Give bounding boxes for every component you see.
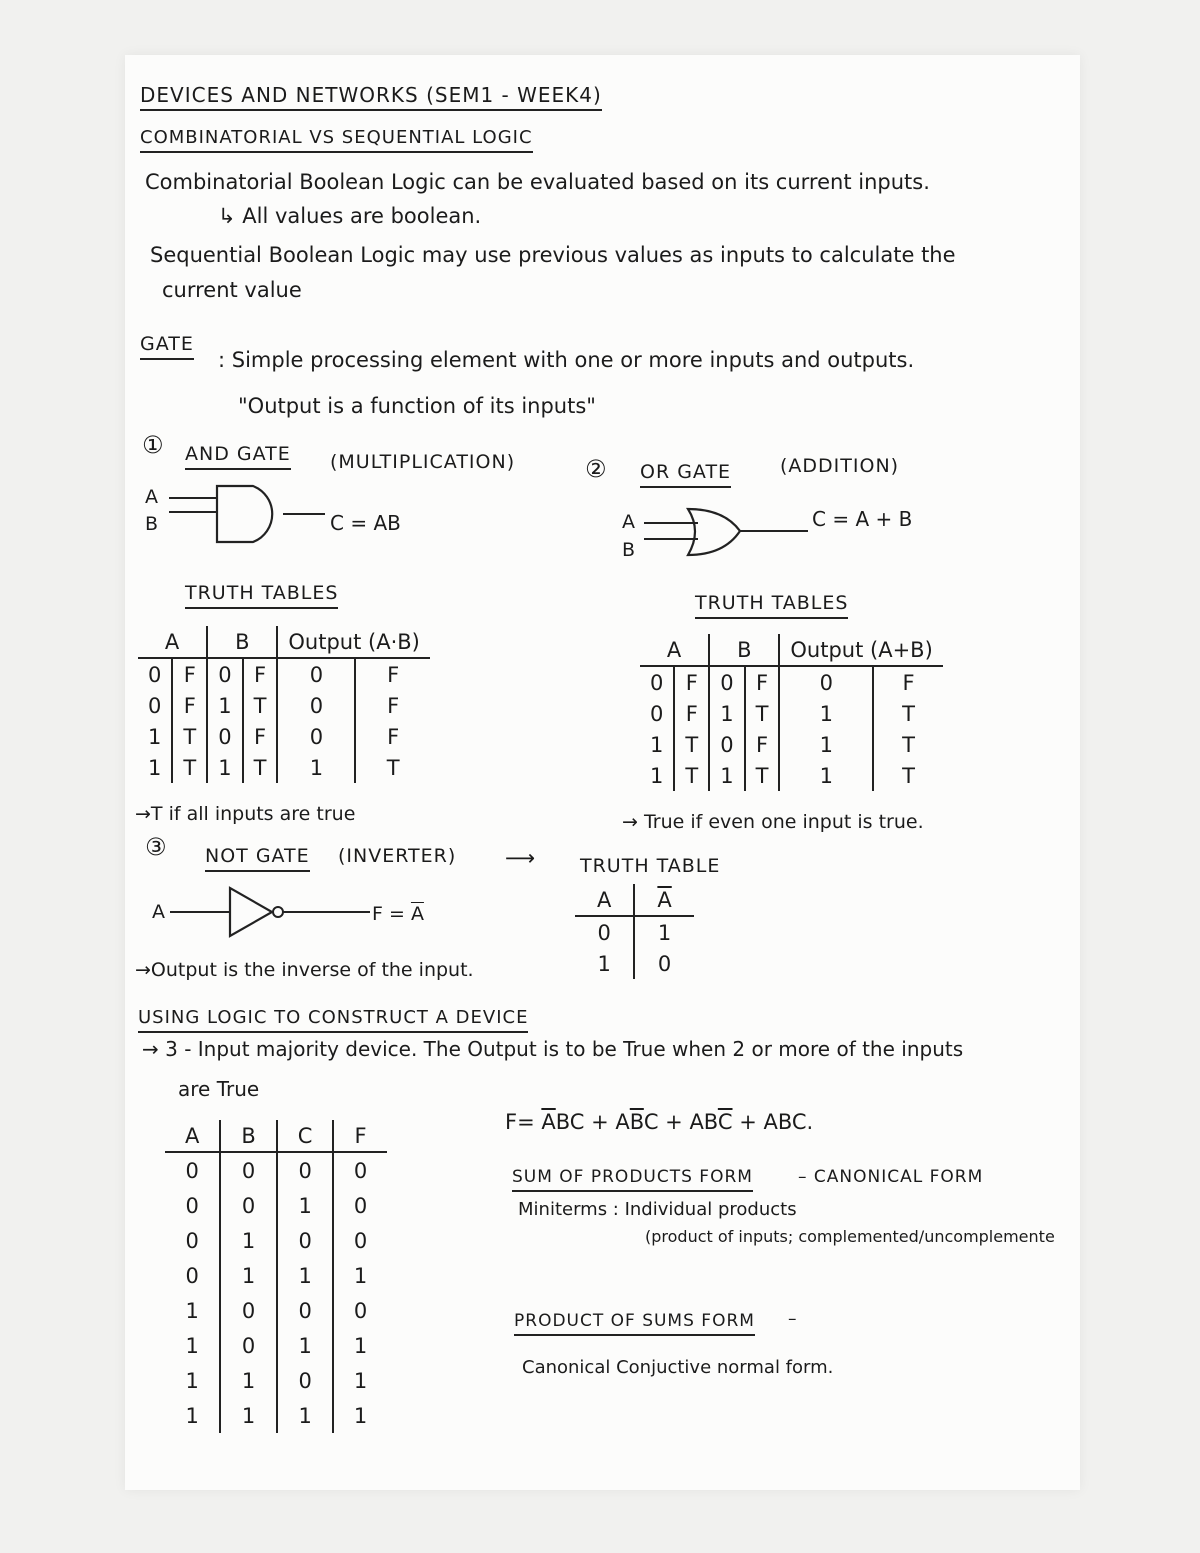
table-cell: 1	[709, 760, 744, 791]
not-arrow: ⟶	[505, 846, 536, 870]
table-cell: 1	[277, 752, 355, 783]
formula-term: A	[615, 1110, 630, 1134]
table-row	[640, 729, 943, 760]
column-header: B	[220, 1120, 276, 1152]
table-cell: 0	[333, 1223, 386, 1258]
table-cell: T	[172, 721, 207, 752]
column-header: F	[333, 1120, 386, 1152]
table-cell: T	[873, 760, 942, 791]
table-cell: 1	[220, 1258, 276, 1293]
table-row	[575, 916, 694, 948]
table-cell: 0	[277, 1152, 334, 1188]
device-heading: USING LOGIC TO CONSTRUCT A DEVICE	[138, 1008, 528, 1033]
table-cell: 1	[185, 1403, 199, 1428]
and-input-b: B	[145, 513, 159, 535]
table-row	[165, 1188, 387, 1223]
table-cell: 1	[220, 1363, 276, 1398]
page-title: DEVICES AND NETWORKS (SEM1 - WEEK4)	[140, 84, 602, 111]
not-output-prefix: F =	[372, 903, 411, 925]
table-cell: 1	[220, 1223, 276, 1258]
table-cell: 1	[185, 1298, 199, 1323]
table-cell: 0	[277, 1223, 334, 1258]
and-gate-number: ①	[142, 431, 164, 459]
or-output: C = A + B	[812, 507, 913, 531]
and-truth-heading: TRUTH TABLES	[185, 583, 338, 609]
table-cell: 0	[220, 1152, 276, 1188]
pos-dash: –	[788, 1309, 798, 1329]
not-output-variable: $\overline{A}$	[410, 903, 424, 925]
gate-term: GATE	[140, 334, 194, 360]
formula-plus: +	[584, 1110, 616, 1134]
combinatorial-note: ↳ All values are boolean.	[218, 204, 482, 228]
table-cell: 1	[650, 732, 664, 757]
table-cell: T	[873, 729, 942, 760]
table-row	[138, 721, 430, 752]
table-cell: 0	[277, 690, 355, 721]
table-row	[138, 752, 430, 783]
and-truth-table	[138, 626, 430, 783]
table-cell: F	[172, 658, 207, 690]
and-gate-subtitle: (MULTIPLICATION)	[330, 451, 516, 473]
table-cell: 0	[148, 662, 162, 687]
table-cell: 1	[207, 690, 242, 721]
gate-quote: "Output is a function of its inputs"	[238, 394, 596, 418]
table-cell: 1	[333, 1258, 386, 1293]
or-gate-heading: OR GATE	[640, 462, 731, 488]
column-header: A	[138, 626, 207, 658]
table-cell: 1	[185, 1333, 199, 1358]
table-cell: T	[243, 690, 278, 721]
majority-truth-table	[165, 1120, 387, 1433]
table-cell: T	[745, 760, 780, 791]
table-row	[575, 948, 694, 979]
table-cell: 0	[185, 1193, 199, 1218]
table-cell: 0	[207, 658, 242, 690]
table-row	[165, 1152, 387, 1188]
or-input-a: A	[622, 511, 635, 533]
or-note: → True if even one input is true.	[622, 811, 924, 833]
formula-term: ABC.	[763, 1110, 814, 1134]
table-row	[165, 1293, 387, 1328]
or-gate-symbol-icon	[640, 505, 820, 565]
majority-formula	[505, 1110, 813, 1134]
column-header: Output (A·B)	[277, 626, 429, 658]
not-truth-heading: TRUTH TABLE	[580, 855, 721, 877]
table-cell: F	[745, 666, 780, 698]
formula-lead: F=	[505, 1110, 542, 1134]
table-cell: F	[873, 666, 942, 698]
table-row	[165, 1258, 387, 1293]
table-cell: 0	[185, 1263, 199, 1288]
table-cell: 0	[148, 693, 162, 718]
and-gate-symbol-icon	[165, 480, 335, 550]
table-cell: 0	[277, 658, 355, 690]
or-input-b: B	[622, 539, 636, 561]
sequential-definition-line1: Sequential Boolean Logic may use previous values as inputs to calculate the	[150, 243, 956, 267]
table-cell: 0	[207, 721, 242, 752]
formula-term: $\overline{B}$	[629, 1110, 644, 1134]
table-row	[165, 1223, 387, 1258]
table-cell: 1	[779, 760, 873, 791]
formula-term: $\overline{A}$	[541, 1110, 556, 1134]
table-cell: 0	[277, 1363, 334, 1398]
table-cell: 1	[333, 1328, 386, 1363]
table-cell: 0	[185, 1158, 199, 1183]
table-cell: F	[243, 658, 278, 690]
table-cell: 0	[333, 1152, 386, 1188]
not-gate-heading: NOT GATE	[205, 846, 310, 872]
not-truth-table	[575, 884, 694, 979]
section-heading: COMBINATORIAL VS SEQUENTIAL LOGIC	[140, 128, 533, 153]
combinatorial-definition: Combinatorial Boolean Logic can be evaluated based on its current inputs.	[145, 170, 930, 194]
table-cell: F	[355, 721, 430, 752]
or-truth-heading: TRUTH TABLES	[695, 593, 848, 619]
table-cell: 1	[220, 1398, 276, 1433]
table-cell: 1	[333, 1363, 386, 1398]
table-cell: 0	[220, 1293, 276, 1328]
table-cell: T	[873, 698, 942, 729]
table-cell: 0	[277, 721, 355, 752]
column-header: B	[207, 626, 277, 658]
column-header: Output (A+B)	[779, 634, 942, 666]
table-cell: 0	[333, 1188, 386, 1223]
formula-plus: +	[658, 1110, 690, 1134]
sop-suffix: – CANONICAL FORM	[798, 1167, 984, 1187]
table-cell: F	[355, 658, 430, 690]
table-cell: 1	[185, 1368, 199, 1393]
table-cell: T	[674, 729, 709, 760]
table-cell: F	[674, 666, 709, 698]
table-cell: 1	[277, 1398, 334, 1433]
table-cell: 1	[333, 1398, 386, 1433]
pos-description: Canonical Conjuctive normal form.	[522, 1357, 834, 1378]
table-cell: 0	[220, 1328, 276, 1363]
table-cell: 1	[779, 698, 873, 729]
table-cell: 1	[277, 1328, 334, 1363]
column-header: A	[575, 884, 634, 916]
table-cell: 0	[333, 1293, 386, 1328]
table-cell: 1	[277, 1188, 334, 1223]
formula-term: AB	[689, 1110, 718, 1134]
table-cell: 0	[277, 1293, 334, 1328]
table-cell: 1	[277, 1258, 334, 1293]
table-cell: F	[243, 721, 278, 752]
gate-definition: : Simple processing element with one or more inputs and outputs.	[218, 348, 915, 372]
formula-term: BC	[555, 1110, 585, 1134]
table-row	[165, 1398, 387, 1433]
column-header: C	[277, 1120, 334, 1152]
table-cell: F	[674, 698, 709, 729]
table-cell: 0	[597, 920, 611, 945]
not-note: →Output is the inverse of the input.	[135, 959, 474, 981]
table-row	[640, 698, 943, 729]
device-description-line1: → 3 - Input majority device. The Output is to be True when 2 or more of the inputs	[142, 1037, 964, 1061]
table-row	[640, 760, 943, 791]
or-gate-number: ②	[585, 455, 607, 483]
formula-plus: +	[732, 1110, 764, 1134]
table-cell: 1	[650, 763, 664, 788]
sequential-definition-line2: current value	[162, 278, 302, 302]
table-cell: F	[745, 729, 780, 760]
table-row	[165, 1363, 387, 1398]
table-cell: 1	[207, 752, 242, 783]
minterms-line: Miniterms : Individual products	[518, 1199, 797, 1220]
minterms-detail: (product of inputs; complemented/uncomplemente	[645, 1227, 1055, 1246]
table-cell: 1	[709, 698, 744, 729]
table-cell: 1	[148, 724, 162, 749]
not-gate-symbol-icon	[168, 880, 378, 940]
table-cell: 0	[709, 666, 744, 698]
sop-heading: SUM OF PRODUCTS FORM	[512, 1168, 753, 1192]
and-gate-heading: AND GATE	[185, 444, 291, 470]
column-header: A	[165, 1120, 220, 1152]
table-cell: T	[674, 760, 709, 791]
table-row	[165, 1328, 387, 1363]
table-cell: 0	[779, 666, 873, 698]
column-header: B	[709, 634, 779, 666]
and-note: →T if all inputs are true	[135, 803, 356, 825]
table-cell: T	[745, 698, 780, 729]
not-gate-number: ③	[145, 833, 167, 861]
table-cell: T	[355, 752, 430, 783]
table-cell: 0	[185, 1228, 199, 1253]
table-cell: 1	[597, 951, 611, 976]
table-cell: 0	[709, 729, 744, 760]
table-cell: 0	[650, 701, 664, 726]
table-cell: F	[172, 690, 207, 721]
not-gate-subtitle: (INVERTER)	[338, 845, 457, 867]
table-cell: 1	[634, 916, 693, 948]
not-output	[372, 904, 424, 926]
table-cell: 0	[650, 670, 664, 695]
column-header: A	[640, 634, 709, 666]
table-row	[138, 658, 430, 690]
formula-term: $\overline{C}$	[717, 1110, 733, 1134]
table-cell: 0	[634, 948, 693, 979]
column-header	[634, 884, 693, 916]
or-gate-subtitle: (ADDITION)	[780, 455, 900, 477]
pos-heading: PRODUCT OF SUMS FORM	[514, 1312, 755, 1336]
table-cell: 1	[148, 755, 162, 780]
table-cell: F	[355, 690, 430, 721]
table-cell: 0	[220, 1188, 276, 1223]
and-output: C = AB	[330, 511, 401, 535]
table-row	[640, 666, 943, 698]
and-input-a: A	[145, 486, 158, 508]
column-header-text: $\overline{A}$	[657, 887, 672, 912]
formula-term: C	[643, 1110, 659, 1134]
not-input-a: A	[152, 901, 165, 923]
table-cell: T	[243, 752, 278, 783]
table-cell: T	[172, 752, 207, 783]
device-description-line2: are True	[178, 1077, 260, 1101]
table-row	[138, 690, 430, 721]
table-cell: 1	[779, 729, 873, 760]
or-truth-table	[640, 634, 943, 791]
